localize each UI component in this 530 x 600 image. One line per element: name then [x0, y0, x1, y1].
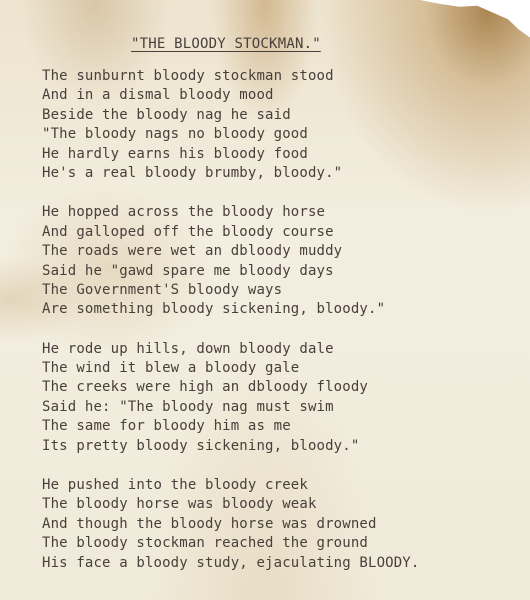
stanza-4 — [42, 476, 522, 573]
poem-line: Said he: "The bloody nag must swim — [42, 398, 334, 415]
poem-line: The Government'S bloody ways — [42, 281, 283, 298]
torn-corner — [420, 0, 530, 48]
poem-line: The wind it blew a bloody gale — [42, 360, 300, 377]
poem-line: The same for bloody him as me — [42, 418, 291, 435]
poem-line: Are something bloody sickening, bloody." — [42, 301, 386, 318]
poem-line: And galloped off the bloody course — [42, 223, 334, 240]
poem-line: He rode up hills, down bloody dale — [42, 340, 334, 357]
poem-line: Its pretty bloody sickening, bloody." — [42, 437, 360, 454]
poem-line: He hopped across the bloody horse — [42, 204, 326, 221]
poem-line: The roads were wet an dbloody muddy — [42, 243, 343, 260]
poem-line: He hardly earns his bloody food — [42, 145, 308, 162]
poem-line: Said he "gawd spare me bloody days — [42, 262, 334, 279]
poem-line: Beside the bloody nag he said — [42, 106, 291, 123]
stanza-3 — [42, 340, 522, 456]
poem-line: And in a dismal bloody mood — [42, 87, 274, 104]
poem-line: He pushed into the bloody creek — [42, 477, 308, 494]
poem-line: He's a real bloody brumby, bloody." — [42, 164, 343, 181]
poem-line: "The bloody nags no bloody good — [42, 126, 308, 143]
poem-line: The bloody stockman reached the ground — [42, 535, 368, 552]
stanza-1 — [42, 67, 522, 183]
poem-title: "THE BLOODY STOCKMAN." — [131, 36, 321, 52]
poem-line: The bloody horse was bloody weak — [42, 496, 317, 513]
poem-line: His face a bloody study, ejaculating BLOODY. — [42, 554, 420, 571]
poem-body — [42, 67, 522, 593]
poem-line: And though the bloody horse was drowned — [42, 515, 377, 532]
poem-line: The sunburnt bloody stockman stood — [42, 68, 334, 84]
poem-line: The creeks were high an dbloody floody — [42, 379, 368, 396]
stanza-2 — [42, 203, 522, 319]
